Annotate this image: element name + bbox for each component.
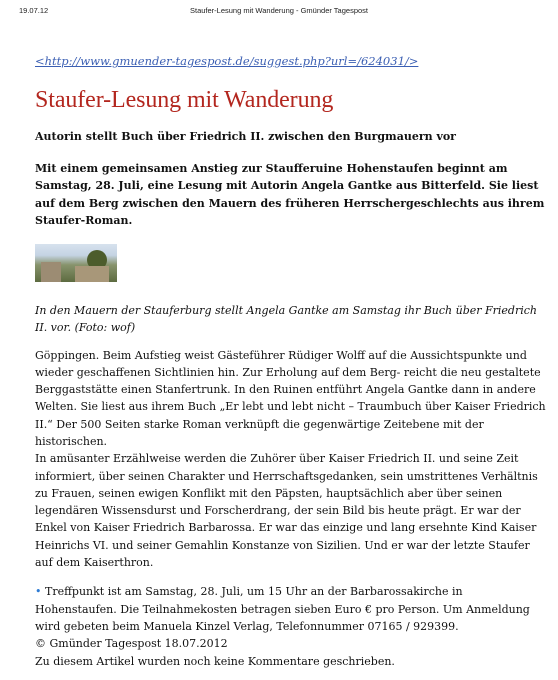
body-paragraph: In amüsanter Erzählweise werden die Zuhörer über Kaiser Friedrich II. und seine Zeit informiert, über seinen Charakter und Herrschaftsgedanken, sein umstrittenes Verhältnis zu Frauen, seinen ewigen Konflikt mit den Päpsten, hauptsächlich aber über seinen legendären Wissensdurst und Forscherdrang, der sein Bild bis heute prägt. Er war der Enkel von Kaiser Friedrich Barbarossa. Er war das einzige und lang ersehnte Kind Kaiser Heinrichs VI. und seiner Gemahlin Konstanze von Sizilien. Und er war der letzte Staufer auf dem Kaiserthron. xyxy=(35,452,538,570)
print-header xyxy=(0,6,558,20)
photo-caption: In den Mauern der Stauferburg stellt Angela Gantke am Samstag ihr Buch über Friedrich II. vor. (Foto: wof) xyxy=(35,303,537,334)
article-body xyxy=(35,347,547,670)
print-date: 19.07.12 xyxy=(19,6,49,15)
bullet-icon: • xyxy=(35,585,42,599)
source-url-link[interactable]: <http://www.gmuender-tagespost.de/suggest.php?url=/624031/> xyxy=(35,54,419,68)
meeting-info xyxy=(35,583,547,635)
copyright-line: © Gmünder Tagespost 18.07.2012 xyxy=(35,637,228,651)
article-subtitle: Autorin stellt Buch über Friedrich II. zwischen den Burgmauern vor xyxy=(35,130,456,143)
print-title: Staufer-Lesung mit Wanderung - Gmünder Tagespost xyxy=(189,6,368,15)
article-photo xyxy=(35,244,117,282)
comments-note: Zu diesem Artikel wurden noch keine Kommentare geschrieben. xyxy=(35,654,395,668)
photo-wall-shape xyxy=(41,262,61,282)
article-headline: Staufer-Lesung mit Wanderung xyxy=(35,87,334,113)
meeting-text: Treffpunkt ist am Samstag, 28. Juli, um 15 Uhr an der Barbarossakirche in Hohenstaufen. Die Teilnahmekosten betragen sieben Euro € pro Person. Um Anmeldung wird gebeten beim Manuela Kinzel Verlag, Telefonnummer 07165 / 929399. xyxy=(35,585,530,633)
photo-wall-shape xyxy=(75,266,109,282)
body-paragraph: Göppingen. Beim Aufstieg weist Gästeführer Rüdiger Wolff auf die Aussichtspunkte und wieder geschaffenen Sichtlinien hin. Zur Erholung auf dem Berg- reicht die neu gestaltete Berggaststätte einen Stanfertrunk. In den Ruinen entführt Angela Gantke dann in andere Welten. Sie liest aus ihrem Buch „Er lebt und lebt nicht – Traumbuch über Kaiser Friedrich II.“ Der 500 Seiten starke Roman verknüpft die gegenwärtige Zeitebene mit der historischen. xyxy=(35,348,546,448)
article xyxy=(35,54,547,670)
article-lead: Mit einem gemeinsamen Anstieg zur Staufferuine Hohenstaufen beginnt am Samstag, 28. Juli, eine Lesung mit Autorin Angela Gantke aus Bitterfeld. Sie liest auf dem Berg zwischen den Mauern des früheren Herrschergeschlechts aus ihrem Staufer-Roman. xyxy=(35,161,545,227)
